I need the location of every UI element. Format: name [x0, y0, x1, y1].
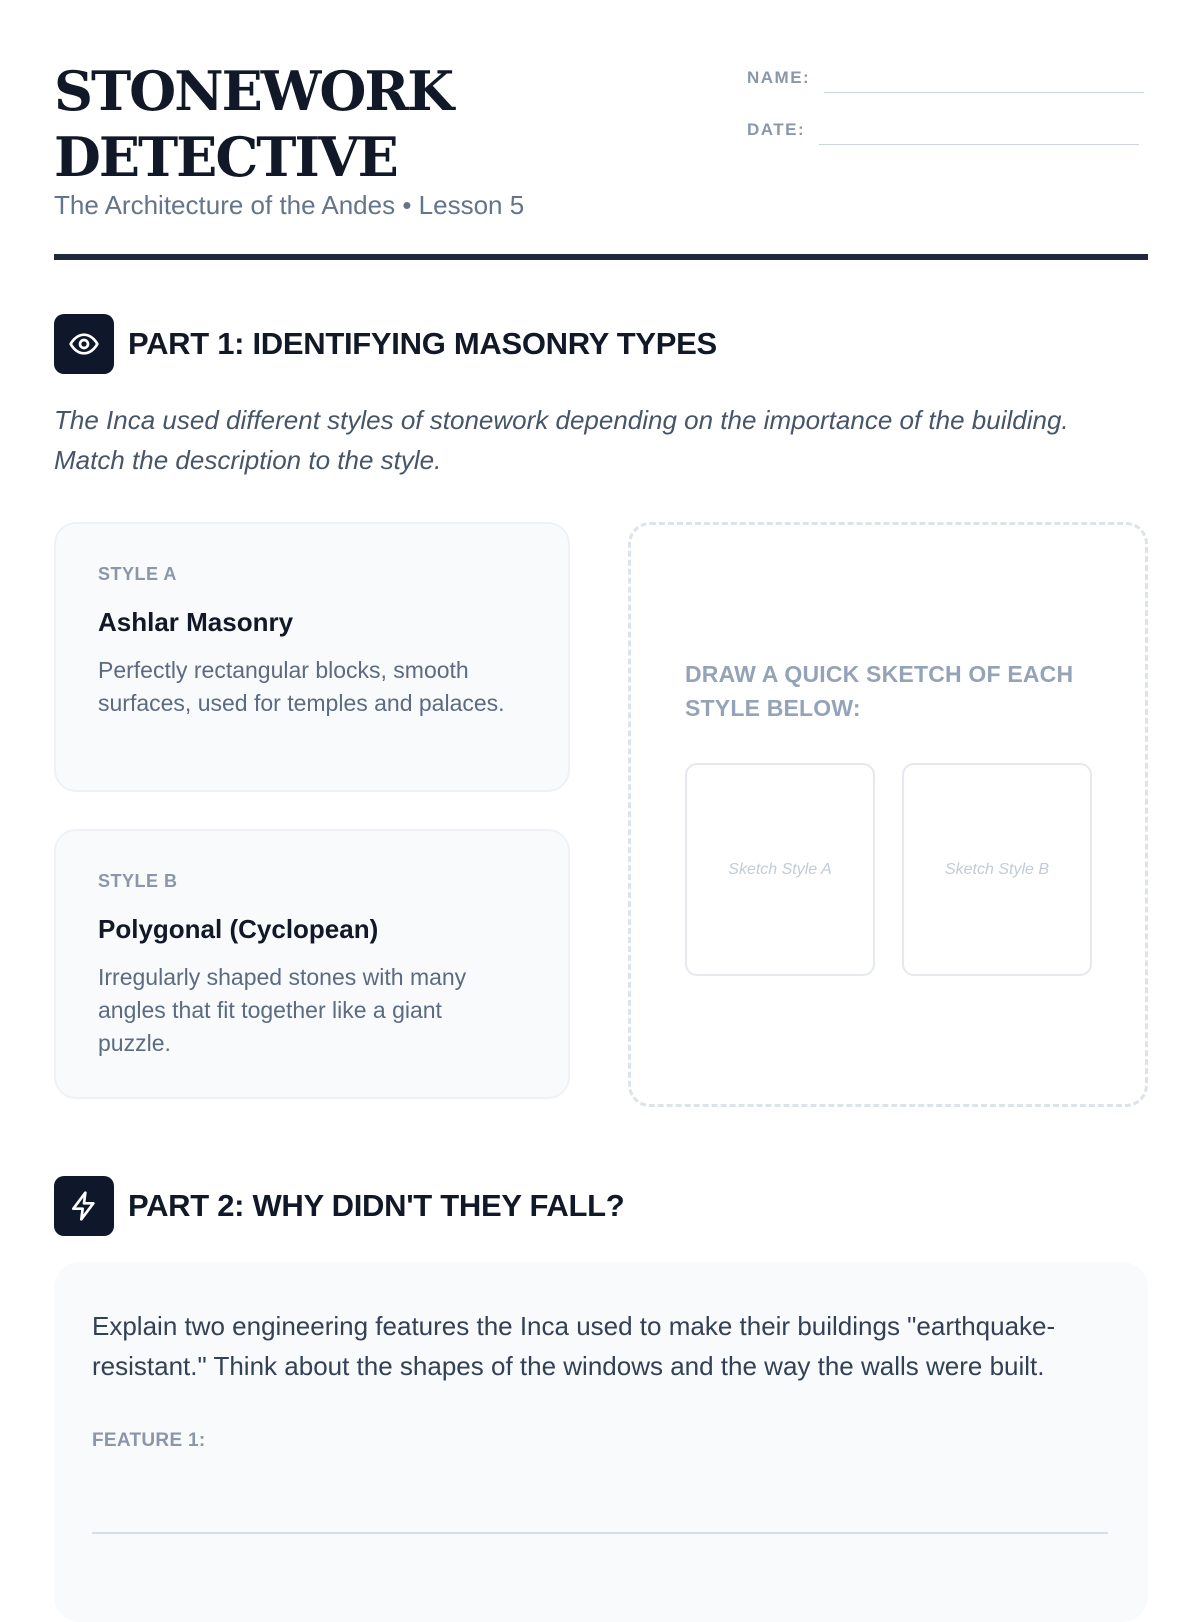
page-title — [54, 58, 654, 190]
date-field[interactable] — [819, 110, 1139, 145]
title-line-1: STONEWORK — [54, 59, 453, 123]
sketch-prompt: DRAW A QUICK SKETCH OF EACH STYLE BELOW: — [685, 661, 1074, 721]
sketch-box-b-label: Sketch Style B — [944, 860, 1050, 878]
style-card-a — [54, 522, 570, 792]
lightning-icon — [54, 1176, 114, 1236]
part2-title: PART 2: WHY DIDN'T THEY FALL? — [128, 1188, 625, 1223]
explain-panel — [54, 1262, 1148, 1622]
sketch-box-a-label: Sketch Style A — [728, 860, 832, 878]
eye-icon — [54, 314, 114, 374]
name-field[interactable] — [824, 58, 1144, 93]
sketch-box-a[interactable] — [685, 763, 875, 976]
style-name: Ashlar Masonry — [98, 607, 294, 637]
part1-intro: The Inca used different styles of stonework depending on the importance of the building. Match the description to the style. — [54, 405, 1069, 475]
worksheet-page — [54, 0, 1148, 1600]
sketch-panel — [628, 522, 1148, 1107]
style-tag: STYLE B — [98, 871, 178, 891]
style-card-b — [54, 829, 570, 1099]
page-subtitle: The Architecture of the Andes • Lesson 5 — [54, 190, 525, 220]
feature1-label: FEATURE 1: — [92, 1430, 206, 1451]
style-tag: STYLE A — [98, 564, 177, 584]
header-divider — [54, 254, 1148, 260]
feature1-answer-line[interactable] — [92, 1532, 1108, 1534]
part2-prompt: Explain two engineering features the Inca used to make their buildings "earthquake-resistant." Think about the shapes of the windows and the way the walls were built. — [92, 1311, 1056, 1381]
part1-heading — [54, 314, 717, 374]
date-row — [747, 110, 1139, 145]
part2-heading — [54, 1176, 624, 1236]
sketch-box-b[interactable] — [902, 763, 1092, 976]
date-label: DATE: — [747, 120, 806, 139]
name-row — [747, 58, 1144, 93]
style-description: Irregularly shaped stones with many angles that fit together like a giant puzzle. — [98, 964, 467, 1056]
style-description: Perfectly rectangular blocks, smooth surfaces, used for temples and palaces. — [98, 657, 505, 716]
part1-title: PART 1: IDENTIFYING MASONRY TYPES — [128, 326, 717, 361]
style-name: Polygonal (Cyclopean) — [98, 914, 379, 944]
title-line-2: DETECTIVE — [54, 125, 397, 189]
name-label: NAME: — [747, 68, 811, 87]
